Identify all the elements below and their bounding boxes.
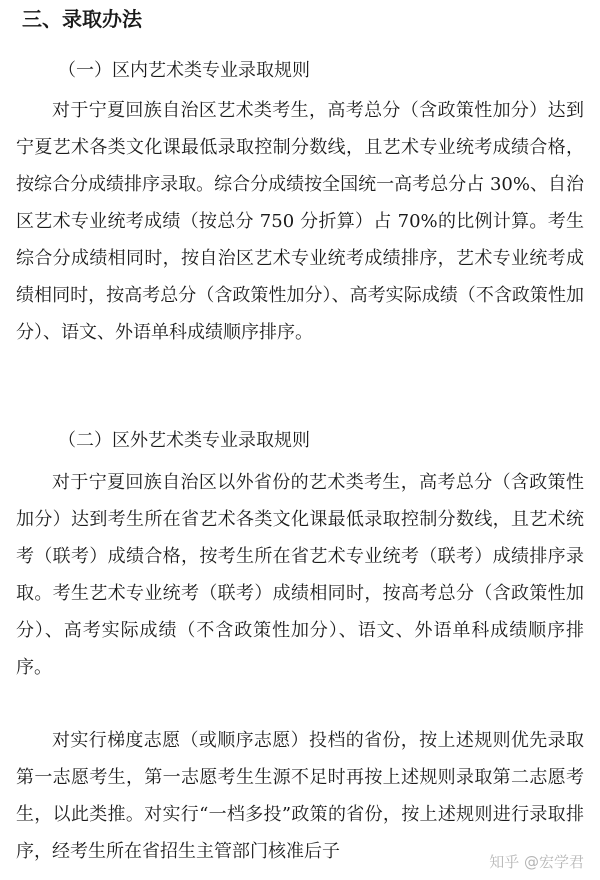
paragraph-2: 对于宁夏回族自治区以外省份的艺术类考生，高考总分（含政策性加分）达到考生所在省艺术各类文化课最低录取控制分数线，且艺术统考（联考）成绩合格，按考生所在省艺术专业统考（联考）成绩排序录取。考生艺术专业统考（联考）成绩相同时，按高考总分（含政策性加分）、高考实际成绩（不含政策性加分）、语文、外语单科成绩顺序排序。 <box>16 472 584 678</box>
watermark: 知乎 @宏学君 <box>489 853 584 871</box>
subsection-title-2: （二）区外艺术类专业录取规则 <box>58 430 310 451</box>
paragraph-1: 对于宁夏回族自治区艺术类考生，高考总分（含政策性加分）达到宁夏艺术各类文化课最低录取控制分数线，且艺术专业统考成绩合格，按综合分成绩排序录取。综合分成绩按全国统一高考总分占 30%、自治区艺术专业统考成绩（按总分 750 分折算）占 70%的比例计算。考生综合分成绩相同时，按自治区艺术专业统考成绩排序，艺术专业统考成绩相同时，按高考总分（含政策性加分）、高考实际成绩（不含政策性加分）、语文、外语单科成绩顺序排序。 <box>16 100 584 343</box>
section-heading: 三、录取办法 <box>22 7 142 31</box>
subsection-title-1: （一）区内艺术类专业录取规则 <box>58 60 310 81</box>
paragraph-3: 对实行梯度志愿（或顺序志愿）投档的省份，按上述规则优先录取第一志愿考生，第一志愿考生生源不足时再按上述规则录取第二志愿考生，以此类推。对实行“一档多投”政策的省份，按上述规则进行录取排序，经考生所在省招生主管部门核准后子 <box>16 730 584 862</box>
